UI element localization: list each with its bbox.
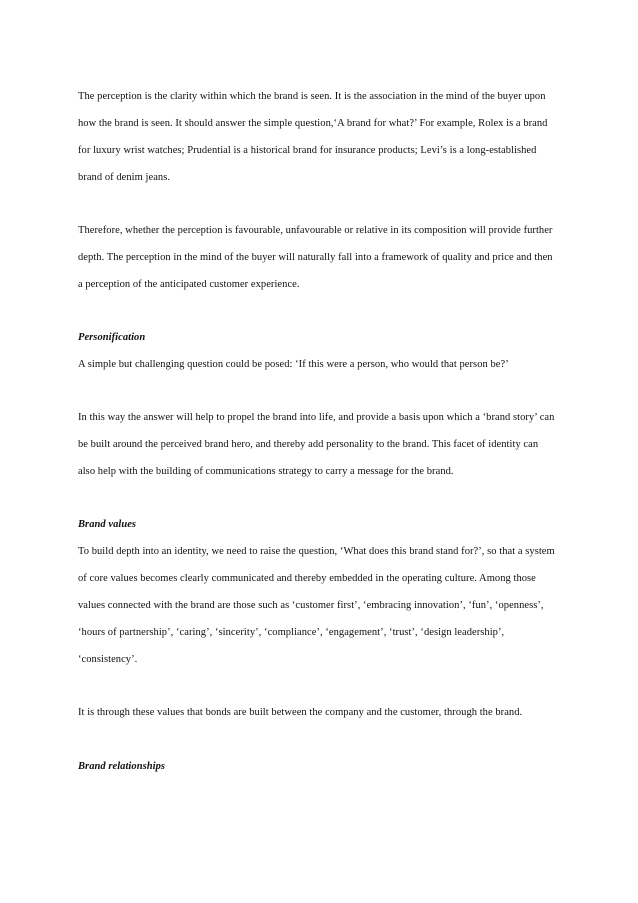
paragraph-line: of core values becomes clearly communicated and thereby embedded in the operating culture. Among those	[78, 573, 536, 584]
paragraph-line: Therefore, whether the perception is favourable, unfavourable or relative in its composition will provide further	[78, 225, 553, 236]
paragraph-line: To build depth into an identity, we need to raise the question, ‘What does this brand stand for?’, so that a system	[78, 546, 555, 557]
paragraph-line: A simple but challenging question could be posed: ‘If this were a person, who would that person be?’	[78, 359, 509, 370]
paragraph-line: values connected with the brand are those such as ‘customer first’, ‘embracing innovation’, ‘fun’, ‘openness’,	[78, 600, 544, 611]
paragraph-line: ‘consistency’.	[78, 654, 138, 665]
paragraph-line: ‘hours of partnership’, ‘caring’, ‘sincerity’, ‘compliance’, ‘engagement’, ‘trust’, ‘design leadership’,	[78, 627, 505, 638]
section-heading-personification: Personification	[78, 332, 146, 343]
paragraph-line: The perception is the clarity within which the brand is seen. It is the association in the mind of the buyer upon	[78, 91, 546, 102]
paragraph-line: be built around the perceived brand hero, and thereby add personality to the brand. This facet of identity can	[78, 439, 539, 450]
paragraph-line: for luxury wrist watches; Prudential is a historical brand for insurance products; Levi’s is a long-established	[78, 145, 537, 156]
paragraph-line: how the brand is seen. It should answer the simple question,‘A brand for what?’ For example, Rolex is a brand	[78, 118, 548, 129]
paragraph-line: a perception of the anticipated customer experience.	[78, 279, 300, 290]
paragraph-line: depth. The perception in the mind of the buyer will naturally fall into a framework of quality and price and then	[78, 252, 553, 263]
paragraph-line: brand of denim jeans.	[78, 172, 171, 183]
paragraph-line: In this way the answer will help to propel the brand into life, and provide a basis upon which a ‘brand story’ can	[78, 412, 555, 423]
section-heading-brand-relationships: Brand relationships	[78, 761, 166, 772]
section-heading-brand-values: Brand values	[78, 519, 137, 530]
paragraph-line: It is through these values that bonds are built between the company and the customer, through the brand.	[78, 707, 523, 718]
paragraph-line: also help with the building of communications strategy to carry a message for the brand.	[78, 466, 454, 477]
